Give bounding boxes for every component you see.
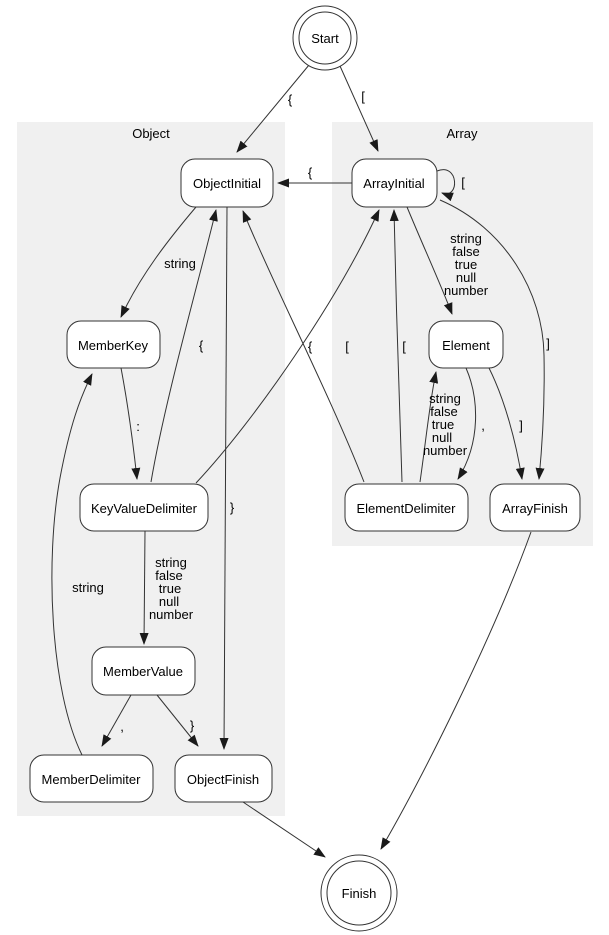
edge-label-start-to-object-initial: { xyxy=(287,92,293,107)
node-array-finish xyxy=(490,484,580,531)
edge-label-start-to-array-initial: [ xyxy=(361,89,365,104)
node-member-delimiter-label: MemberDelimiter xyxy=(41,772,141,787)
cluster-array-label: Array xyxy=(446,126,478,141)
value-type-line: number xyxy=(443,283,489,298)
node-finish xyxy=(321,855,397,931)
edge-label-object-initial-to-object-finish: } xyxy=(229,500,235,515)
edge-label-key-value-delimiter-to-array-initial: [ xyxy=(345,339,349,354)
node-key-value-delimiter xyxy=(80,484,208,531)
node-element-label: Element xyxy=(442,338,490,353)
value-type-line: null xyxy=(455,270,477,285)
edge-label-key-value-delimiter-to-object-initial: { xyxy=(198,338,204,353)
node-object-initial-label: ObjectInitial xyxy=(193,176,261,191)
node-object-finish-label: ObjectFinish xyxy=(186,772,260,787)
value-type-line: true xyxy=(158,581,182,596)
node-member-key xyxy=(67,321,160,368)
node-member-value xyxy=(92,647,195,695)
node-array-initial-label: ArrayInitial xyxy=(363,176,425,191)
cluster-object xyxy=(17,122,285,816)
node-start xyxy=(293,6,357,70)
node-element-delimiter xyxy=(345,484,468,531)
value-type-line: string xyxy=(429,391,461,406)
value-type-line: false xyxy=(155,568,183,583)
node-element xyxy=(429,321,503,368)
edge-label-member-value-to-object-finish: } xyxy=(189,718,195,733)
edge-label-array-initial-to-object-initial: { xyxy=(307,165,313,180)
edge-label-member-key-to-key-value-delimiter: : xyxy=(136,419,140,434)
edge-label-array-initial-to-array-finish: ] xyxy=(546,336,550,351)
edge-array-finish-to-finish xyxy=(381,532,531,849)
node-object-finish xyxy=(175,755,272,802)
edge-label-element-delimiter-to-object-initial: { xyxy=(307,339,313,354)
value-type-line: number xyxy=(148,607,194,622)
edge-label-element-to-array-finish: ] xyxy=(519,418,523,433)
value-type-line: false xyxy=(452,244,480,259)
edge-label-member-delimiter-to-member-key: string xyxy=(72,580,104,595)
cluster-object-label: Object xyxy=(132,126,170,141)
edge-label-element-delimiter-to-array-initial: [ xyxy=(402,339,406,354)
edge-label-object-initial-to-member-key: string xyxy=(164,256,196,271)
edge-label-element-to-element-delimiter: , xyxy=(481,418,485,433)
value-type-line: string xyxy=(155,555,187,570)
node-array-finish-label: ArrayFinish xyxy=(502,501,568,516)
node-member-value-label: MemberValue xyxy=(103,664,183,679)
node-finish-label: Finish xyxy=(341,886,377,901)
value-type-line: null xyxy=(158,594,180,609)
node-element-delimiter-label: ElementDelimiter xyxy=(356,501,456,516)
edge-label-member-value-to-member-delimiter: , xyxy=(120,719,124,734)
value-type-line: null xyxy=(431,430,453,445)
value-type-line: true xyxy=(431,417,455,432)
value-type-line: true xyxy=(454,257,478,272)
node-object-initial xyxy=(181,159,273,207)
node-member-key-label: MemberKey xyxy=(77,338,149,353)
node-member-delimiter xyxy=(30,755,153,802)
node-start-label: Start xyxy=(311,31,339,46)
node-key-value-delimiter-label: KeyValueDelimiter xyxy=(91,501,197,516)
value-type-line: false xyxy=(430,404,458,419)
node-array-initial xyxy=(352,159,437,207)
value-type-line: string xyxy=(450,231,482,246)
edge-label-array-initial-self-loop: [ xyxy=(461,175,465,190)
value-type-line: number xyxy=(422,443,468,458)
